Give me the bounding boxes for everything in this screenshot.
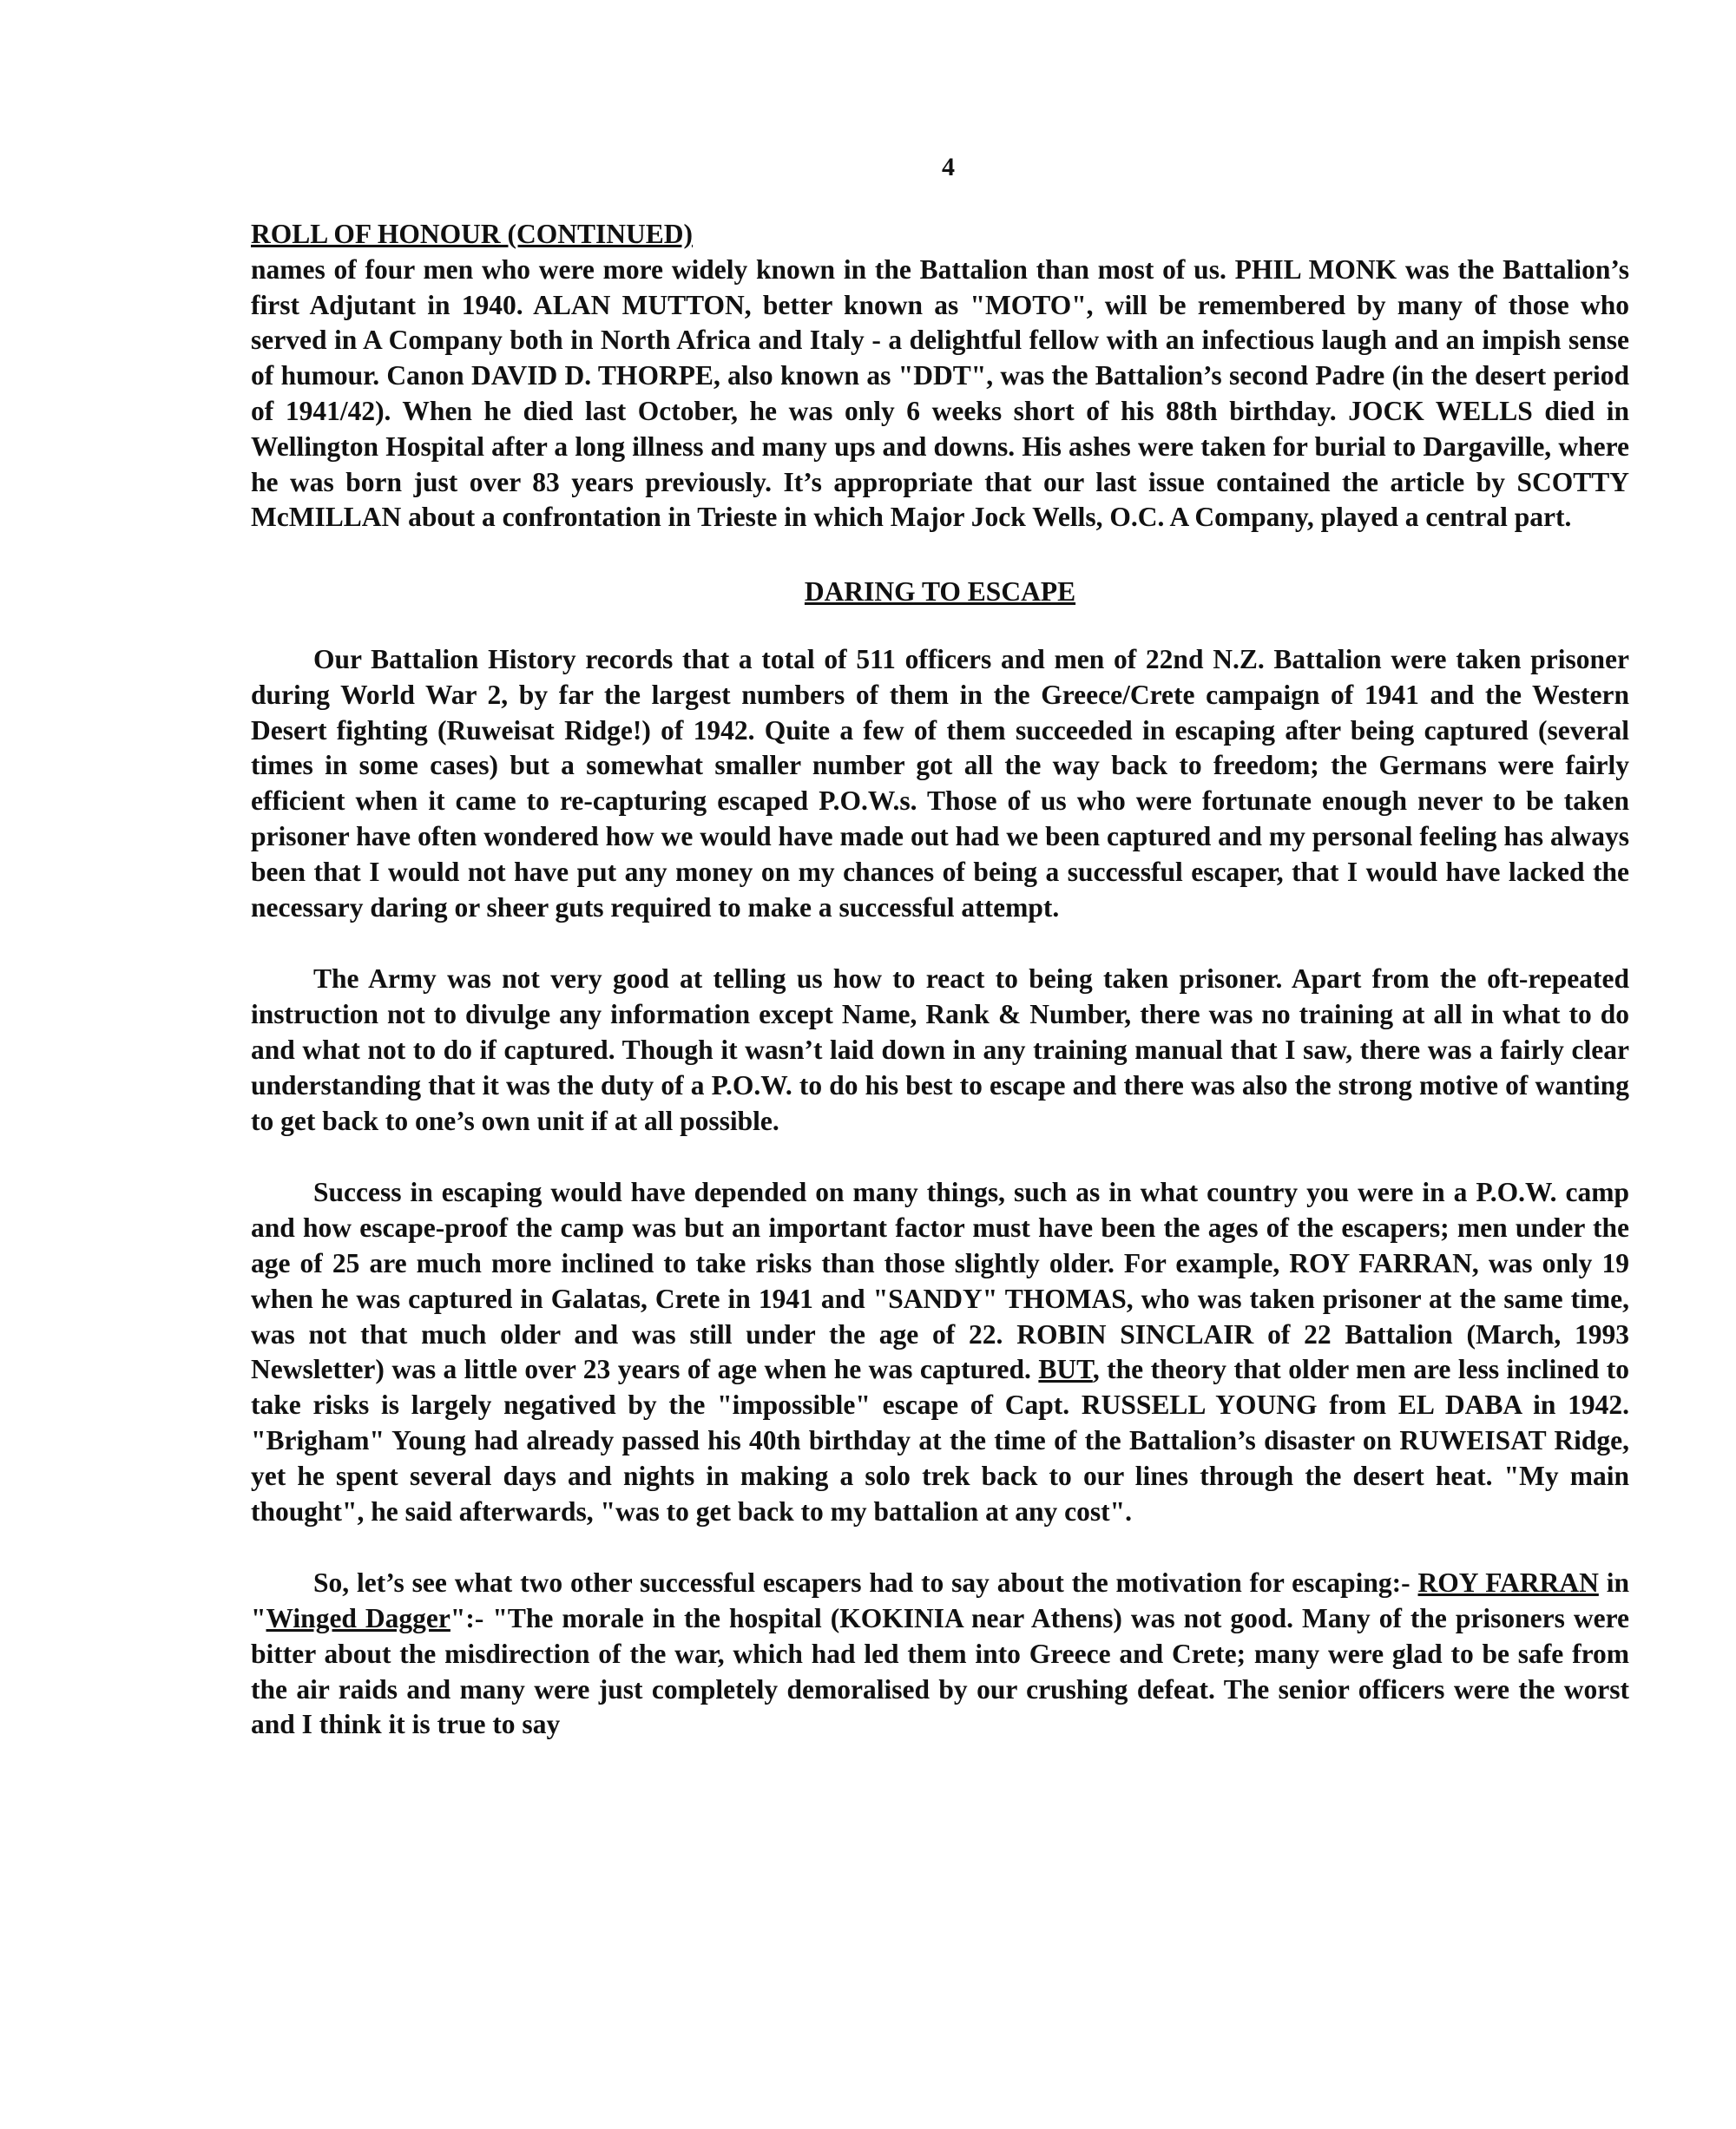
roll-of-honour-paragraph: names of four men who were more widely known in the Battalion than most of us. PHIL MONK was the Battalion’s first Adjutant in 1940. ALAN MUTTON, better known as "MOTO", will be remembered by many of those who served in A Company both in North Africa and Italy - a delightful fellow with an infectious laugh and an impish sense of humour. Canon DAVID D. THORPE, also known as "DDT", was the Battalion’s second Padre (in the desert period of 1941/42). When he died last October, he was only 6 weeks short of his 88th birthday. JOCK WELLS died in Wellington Hospital after a long illness and many ups and downs. His ashes were taken for burial to Dargaville, where he was born just over 83 years previously. It’s appropriate that our last issue contained the article by SCOTTY McMILLAN about a confrontation in Trieste in which Major Jock Wells, O.C. A Company, played a central part. xyxy=(251,253,1629,533)
author-roy-farran: ROY FARRAN xyxy=(1417,1567,1599,1599)
daring-to-escape-heading: DARING TO ESCAPE xyxy=(804,576,1076,608)
escape-paragraph-4 xyxy=(251,1566,1629,1743)
farran-quote: ":- "The morale in the hospital (KOKINIA near Athens) was not good. Many of the prisoners were bitter about the misdirection of the war, which had led them into Greece and Crete; many were glad to be safe from the air raids and many were just completely demoralised by our crushing defeat. The senior officers were the worst and I think it is true to say xyxy=(251,1603,1629,1740)
emphasis-but: BUT xyxy=(1038,1354,1093,1385)
roll-of-honour-heading: ROLL OF HONOUR (CONTINUED) xyxy=(251,219,693,249)
page-number: 4 xyxy=(942,153,955,181)
escape-paragraph-2: The Army was not very good at telling us how to react to being taken prisoner. Apart from the oft-repeated instruction not to divulge any information except Name, Rank & Number, there was no training at all in what to do and what not to do if captured. Though it wasn’t laid down in any training manual that I saw, there was a fairly clear understanding that it was the duty of a P.O.W. to do his best to escape and there was also the strong motive of wanting to get back to one’s own unit if at all possible. xyxy=(251,963,1629,1136)
in-word: in " xyxy=(251,1567,1629,1634)
paragraph-3-text-before: Success in escaping would have depended on many things, such as in what country you were in a P.O.W. camp and how escape-proof the camp was but an important factor must have been the ages of the escapers; men under the age of 25 are much more inclined to take risks than those slightly older. For example, ROY FARRAN, was only 19 when he was captured in Galatas, Crete in 1941 and "SANDY" THOMAS, who was taken prisoner at the same time, was not that much older and was still under the age of 22. ROBIN SINCLAIR of 22 Battalion (March, 1993 Newsletter) was a little over 23 years of age when he was captured. xyxy=(251,1177,1629,1385)
escape-paragraph-1: Our Battalion History records that a total of 511 officers and men of 22nd N.Z. Battalion were taken prisoner during World War 2, by far the largest numbers of them in the Greece/Crete campaign of 1941 and the Western Desert fighting (Ruweisat Ridge!) of 1942. Quite a few of them succeeded in escaping after being captured (several times in some cases) but a somewhat smaller number got all the way back to freedom; the Germans were fairly efficient when it came to re-capturing escaped P.O.W.s. Those of us who were fortunate enough never to be taken prisoner have often wondered how we would have made out had we been captured and my personal feeling has always been that I would not have put any money on my chances of being a successful escaper, that I would have lacked the necessary daring or sheer guts required to make a successful attempt. xyxy=(251,643,1629,923)
escape-paragraph-3 xyxy=(251,1175,1629,1529)
paragraph-3-text-after: , the theory that older men are less inclined to take risks is largely negatived by the "impossible" escape of Capt. RUSSELL YOUNG from EL DABA in 1942. "Brigham" Young had already passed his 40th birthday at the time of the Battalion’s disaster on RUWEISAT Ridge, yet he spent several days and nights in making a solo trek back to our lines through the desert heat. "My main thought", he said afterwards, "was to get back to my battalion at any cost". xyxy=(251,1354,1629,1527)
main-column xyxy=(251,217,1629,1743)
paragraph-4-intro: So, let’s see what two other successful escapers had to say about the motivation for escaping:- xyxy=(313,1567,1410,1599)
book-title-winged-dagger: Winged Dagger xyxy=(266,1603,450,1634)
